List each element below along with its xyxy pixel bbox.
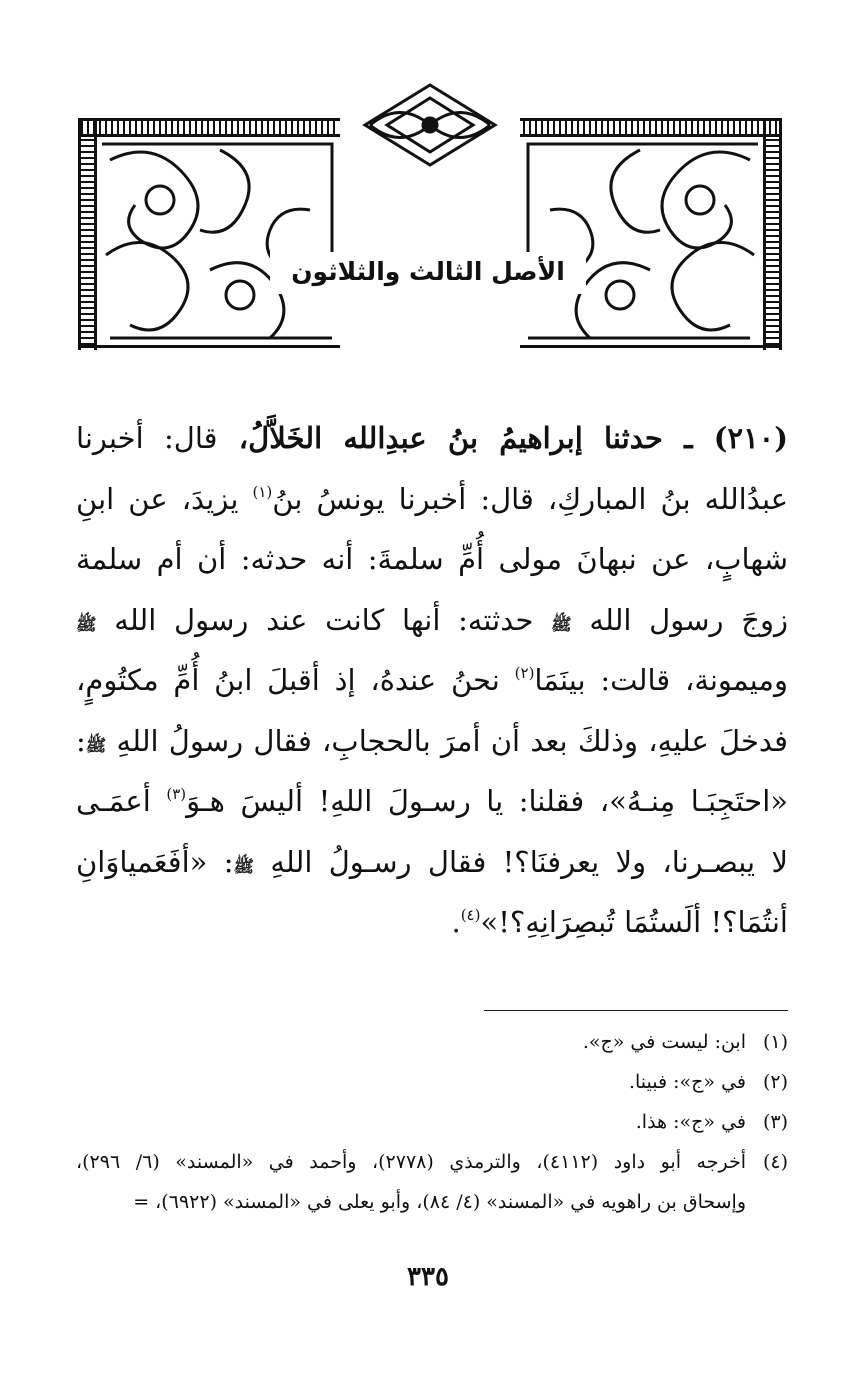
text-line-6 [76,711,788,772]
footnote-ref-3[interactable]: (٣) [166,785,187,803]
footnote-number: (٢) [762,1071,788,1093]
text-segment: حدثته: أنها كانت عند رسول الله [96,602,552,637]
footnote-number: (٣) [762,1111,788,1133]
footnote-ref-2[interactable]: (٢) [514,664,535,682]
text-line-2 [76,469,788,530]
text-line-4 [76,590,788,651]
footnote-number: (٤) [762,1151,788,1173]
text-line-3 [76,529,788,590]
text-segment: . [451,905,461,939]
text-line-7 [76,771,788,832]
text-segment: : «أفَعَمياوَانِ [76,844,234,879]
footnote-ref-4[interactable]: (٤) [460,906,481,924]
chapter-title: الأصل الثالث والثلاثون [270,252,586,294]
salutation-glyph: ﷺ [85,735,107,756]
page-number: ٣٣٥ [407,1262,449,1292]
text-line-5 [76,650,788,711]
footnote-text: في «ج»: فبينا. [628,1071,746,1093]
text-segment: قال: أخبرنا [76,421,218,455]
text-segment: عبدُالله بنُ المباركِ، قال: أخبرنا يونسُ بنُ [272,481,788,516]
text-segment: : [76,723,86,758]
text-segment: لا يبصـرنا، ولا يعرفنَا؟! فقال رسـولُ اللهِ [254,844,788,879]
salutation-glyph: ﷺ [76,614,97,635]
hadith-text [76,408,788,953]
text-segment: شهابٍ، عن نبهانَ مولى أُمِّ سلمةَ: أنه حدثه: أن أم سلمة [76,542,788,576]
footnote-1 [76,1022,788,1062]
text-segment: وميمونة، قالت: بينَمَا [534,663,788,697]
footnote-4 [76,1142,788,1182]
footnote-2 [76,1062,788,1102]
text-segment: أنتُمَا؟! ألَستُمَا تُبصِرَانِهِ؟!» [480,905,788,939]
salutation-glyph: ﷺ [233,856,255,877]
footnotes [76,1022,788,1222]
text-line-9 [76,892,788,953]
footnote-ref-1[interactable]: (١) [252,482,273,501]
hadith-opening: (٢١٠) ـ حدثنا إبراهيمُ بنُ عبدِالله الخَلاَّلُ، [217,421,788,455]
text-segment: زوجَ رسول الله [571,602,788,637]
text-segment: يزيدَ، عن ابنِ [76,481,253,516]
text-segment: أعمَـى [76,784,167,818]
salutation-glyph: ﷺ [551,614,572,635]
text-segment: «احتَجِبَـا مِنـهُ»، فقلنا: يا رسـولَ اللهِ! أليسَ هـوَ [186,784,788,818]
text-line-1 [76,408,788,469]
footnote-text: في «ج»: هذا. [635,1111,746,1133]
ornamental-header-frame [70,80,790,355]
text-segment: فدخلَ عليهِ، وذلكَ بعد أن أمرَ بالحجابِ، فقال رسولُ اللهِ [106,723,788,758]
footnote-3 [76,1102,788,1142]
footnote-4-continued [76,1182,788,1222]
footnote-text: أخرجه أبو داود (٤١١٢)، والترمذي (٢٧٧٨)، وأحمد في «المسند» (٦/ ٢٩٦)، [76,1151,746,1173]
footnote-divider [484,1010,788,1011]
text-segment: نحنُ عندهُ، إذ أقبلَ ابنُ أُمِّ مكتُومٍ، [76,663,515,697]
footnote-number: (١) [762,1031,788,1053]
footnote-text: وإسحاق بن راهويه في «المسند» (٤/ ٨٤)، وأبو يعلى في «المسند» (٦٩٢٢)، = [133,1191,746,1213]
footnote-text: ابن: ليست في «ج». [582,1031,746,1053]
text-line-8 [76,832,788,893]
